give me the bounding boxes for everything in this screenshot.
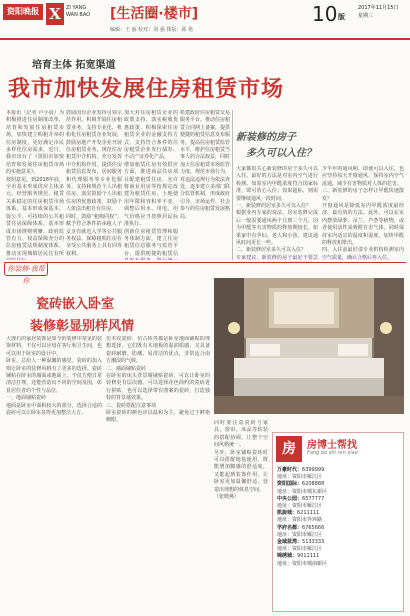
publication-name-english: ZI YANG WAN BAO	[66, 5, 91, 18]
bedroom-photo	[214, 278, 404, 414]
property-listing-box	[272, 432, 404, 612]
list-item: 万豪时代：6399999 地址：资阳市雁江区	[277, 467, 325, 481]
sidebar-title-line-1: 新装修的房子	[236, 132, 296, 143]
list-item: 金域蓝湾：5133333 地址：资阳市雁江区	[277, 539, 325, 553]
advert-headline-line-2: 装修彰显别样风情	[30, 319, 135, 334]
editor-credits: 编辑：王 丽 校对：刘 强 排版：邱 艳	[110, 27, 193, 33]
article-headline: 我市加快发展住房租赁市场	[8, 76, 285, 102]
section-divider	[4, 262, 406, 263]
section-letter-badge: X	[46, 3, 64, 25]
listing-list	[277, 467, 399, 568]
sidebar-title-line-2: 多久可以入住？	[246, 148, 316, 159]
page-unit: 版	[338, 13, 345, 21]
article-kicker: 培育主体 拓宽渠道	[32, 60, 116, 71]
list-item: 凯旋城：6211111 地址：资阳市外环路	[277, 510, 323, 524]
bedroom-photo-image	[214, 278, 404, 414]
list-item: 锦绣城：9011111 地址：资阳市城南新区	[277, 553, 328, 567]
advert-column-3: 同时要注意瓷砖与家具、窗帘、床品等软装的搭配协调，让整个空间风格统一。 另外，卧室铺贴瓷砖时可以搭配地毯使用，既能增加脚感的舒适度，又能起到装饰作用，让卧室更加温馨舒适，营造出理想的休息空间。 （张晓燕）	[214, 420, 268, 501]
house-icon: 房	[276, 436, 302, 462]
list-item: 资阳国际：6208888 地址：资阳市城东新区	[277, 481, 328, 495]
page-number: 10	[312, 2, 338, 26]
list-item: 学府名都：6765666 地址：资阳市雁江区	[277, 524, 325, 538]
section-title: [生活圈·楼市]	[110, 6, 199, 22]
advert-column-1: 大理石的家居装饰是如今的装修中常见的装饰材料，不仅可以应用在客厅和卫生间，也可以用于卧室的设计中。 卧室，总给人一种温馨的感觉，瓷砖的加入则让卧室的装修风格有了更多的选择。瓷砖铺贴在卧室的墙面或地面上，不仅方便日常清洁打理，还能营造出不同的空间氛围，彰显居住者的个性与品位。 一、地面铺贴瓷砖 地面是卧室中面积较大的部分，选择合适的瓷砖可以让卧室显得更加整洁大方。	[6, 336, 102, 417]
list-item: 中央公园：6577777 地址：资阳市雁江区	[277, 495, 325, 510]
masthead	[0, 0, 410, 40]
advert-headline-line-1: 瓷砖嵌入卧室	[36, 297, 115, 312]
publication-date: 2017年11月15日 星期三	[358, 5, 399, 19]
newspaper-logo: 资阳晚报	[3, 4, 43, 20]
advert-headline	[30, 294, 134, 338]
article-column-4: 搭建政府住房租赁交易服务平台。推动住房租赁合同网上备案，提供便捷的租赁信息发布服务，提高住房租赁监管水平，维护住房租赁当事人的合法权益，同时加大住房租赁市场监管力度，规范市场行为，对违法违规行为依法查处，逐步建立多部门联合监管机制，形成政府引导、市场运作、社会参与的住房租赁发展格局。	[180, 110, 230, 220]
advert-column-logo: 你装修·我帮你	[4, 262, 48, 276]
column-divider	[232, 110, 233, 260]
article-column-3: 加大对住房租赁企业的政策支持。落实税收优惠政策，积极探索住房租赁企业的金融支持方式，支持符合条件的住房租赁企业发行债券、不动产证券化产品。 增加租赁住房有效供应方面，推进商品住房项目配建租赁住房，允许将商业用房等按规定改建为租赁住房，土地使用年限和容积率不变，调整后用水、用电、用气价格应当按照居民标准执行。 创新住房租赁管理和服务体制方面，建立住房租赁信息服务与监管平台，提供便捷的租赁信	[124, 110, 178, 257]
article-column-1: 本报讯（记者 卢小晨）为积极推进住房制度改革，培育和发展住房租赁市场，加快建立购租并举的住房制度，更好满足市民多样化住房需求，近日，我市出台了《资阳市加快培育和发展住房租赁市场的实施意见》。 按照意见，到2018年底，全市基本形成供应主体多元、经营服务规范、租赁关系稳定的住房租赁市场体系，基本形成保基本、促公平、可持续的公共租赁住房保障体系，基本形成市场规则明晰、政府监管有力、权益保障充分的住房租赁法规制度体系，推动实现城镇居民住有所	[6, 110, 64, 257]
advert-column-2: 仿木纹瓷砖、仿古砖等都是卧室地面铺贴的理想选择，它们既有木地板的温润质感，又具备瓷砖耐磨、防潮、易清洁的优点，非常适合南方潮湿的气候。 二、墙面铺贴瓷砖 在卧室的床头背景墙铺贴瓷砖，可以让卧室的装修更有层次感。可以选择花色简约的瓷砖进行拼贴，也可以选择带有图案的瓷砖，打造独特的背景墙效果。 三、瓷砖搭配注意事项 卧室瓷砖的颜色应以温和为主，避免过于鲜艳刺眼。	[106, 336, 210, 424]
sidebar-column-1: 大家都很关心新装修的房子多久可以入住，最好的方法是对室内空气进行检测。如果室内甲醛浓度符合国家标准，即可放心入住；如果超标，则需要继续通风一段时间。 一、新装修的居室多久可以入住？ 根据业内专家的说法，居室装修完成后一般需要通风两个月到三个月，因为甲醛等有害物质的释放期较长。如果家中有孕妇、老人和小孩，建议通风时间更长一些。 二、新装修居室多久可以入住？ 专家建议，新装修的房子最好不要急	[236, 166, 318, 261]
article-column-2: 鼓励国有企业发挥引领示范作用，积极开展住房租赁业务。支持专业化、机构化住房租赁企业发展，鼓励房地产开发企业开展住房租赁业务。规范住房租赁中介机构，充分发挥中介机构作用，提供住房租赁信息发布、居间服务和代理服务等专业化服务。支持和规范个人出租住房，落实鼓励个人出租住房的优惠政策，鼓励个人依法出租自有住房。 同时，鼓励“租购同权”，赋予符合条件的承租人子女享有就近入学等公共服务权益，保障租购住房在享受公共服务上具有同等权利。	[66, 110, 122, 257]
sidebar-title	[236, 130, 316, 162]
listing-brand-subtitle: Fang bo shi ren xiao	[307, 450, 358, 456]
listing-brand-name: 房博士帮找	[307, 440, 357, 451]
sidebar-column-2: 少半年的通风期。即使可以入住，也应坚持每天开窗通风，保持室内空气流通，减少有害物质对人体的危害。 三、新装修的房子怎样让甲醛快速散发？ 开窗通风是降低室内甲醛浓度最经济、最有效的方法。此外，可以在室内摆放绿萝、吊兰、芦荟等植物，或者使用活性炭吸附有害气体，同时保持室内适宜的温度和湿度，加快甲醛的释放和排出。 四、入住前最好请专业机构检测室内空气质量，确认合格后再入住。	[322, 166, 404, 261]
